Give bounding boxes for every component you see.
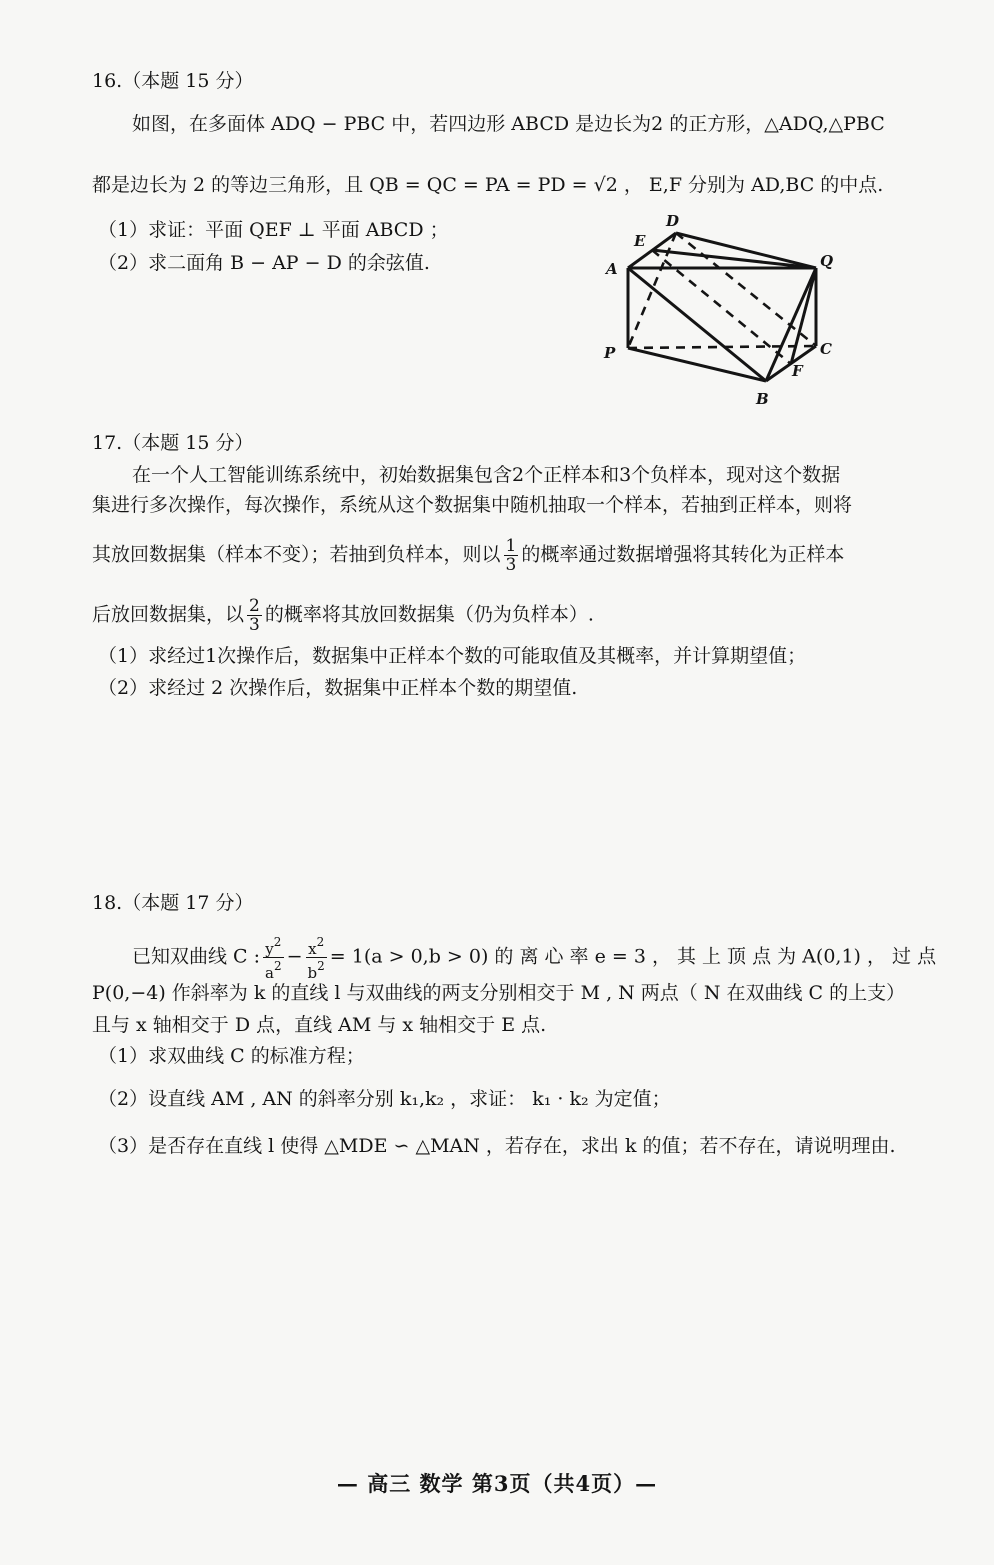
q18-text-line2: P(0,−4) 作斜率为 k 的直线 l 与双曲线的两支分别相交于 M , N 两点（ N 在双曲线 C 的上支） [92,982,906,1004]
q18-part2: （2）设直线 AM , AN 的斜率分别 k₁,k₂ ，求证： k₁ · k₂ 为定值； [98,1088,671,1110]
label-A: A [606,260,618,278]
q17-line4-pre: 后放回数据集，以 [92,603,245,626]
q16-part2: （2）求二面角 B − AP − D 的余弦值. [98,252,430,274]
q17-text-line4 [92,597,594,634]
q17-line3-pre: 其放回数据集（样本不变）；若抽到负样本，则以 [92,543,501,566]
label-F: F [792,362,803,380]
q16-part1: （1）求证：平面 QEF ⊥ 平面 ABCD ； [98,219,449,241]
q18-header: 18.（本题 17 分） [92,892,254,914]
page-footer: — 高三 数学 第3页（共4页）— [336,1471,658,1496]
q17-line3-post: 的概率通过数据增强将其转化为正样本 [521,543,845,566]
frac-x-num-exp: 2 [316,935,325,949]
frac-x-den-exp: 2 [317,959,325,973]
frac-y-den: a [265,964,274,982]
q18-part1: （1）求双曲线 C 的标准方程； [98,1045,365,1067]
q17-text-line3 [92,537,844,574]
frac-y-num: y [265,940,274,958]
label-C: C [820,340,832,358]
q17-text-line1: 在一个人工智能训练系统中，初始数据集包含2个正样本和3个负样本，现对这个数据 [132,464,841,486]
edge-DQ [676,233,816,268]
label-Q: Q [820,252,834,270]
fraction-x2-b2 [306,934,327,981]
q18-part3: （3）是否存在直线 l 使得 △MDE ∽ △MAN ，若存在，求出 k 的值；若不存在，请说明理由. [98,1135,896,1157]
label-B: B [756,390,769,408]
polyhedron-diagram [596,208,846,413]
frac1-den: 3 [505,555,517,575]
fraction-y2-a2 [263,934,284,981]
q16-text-line1: 如图，在多面体 ADQ − PBC 中，若四边形 ABCD 是边长为2 的正方形，△ADQ,△PBC [132,113,885,135]
q16-header: 16.（本题 15 分） [92,70,254,92]
label-D: D [666,212,680,230]
frac-x-num: x [308,940,317,958]
q17-text-line2: 集进行多次操作，每次操作，系统从这个数据集中随机抽取一个样本，若抽到正样本，则将 [92,494,853,516]
q17-part2: （2）求经过 2 次操作后，数据集中正样本个数的期望值. [98,677,578,699]
frac2-den: 3 [249,615,260,635]
label-P: P [604,344,616,362]
fraction-two-thirds [247,597,262,634]
q18-minus: − [286,945,303,968]
q18-text-line3: 且与 x 轴相交于 D 点，直线 AM 与 x 轴相交于 E 点. [92,1014,547,1036]
fraction-one-third [504,537,519,574]
frac2-num: 2 [249,596,260,616]
edge-EQ [652,250,816,268]
q18-line1-post: = 1(a > 0,b > 0) 的 离 心 率 e = 3 ， 其 上 顶 点 为 A(0,1) ， 过 点 [329,945,937,968]
frac1-num: 1 [505,536,517,556]
q18-text-line1 [132,934,936,981]
q16-text-line2: 都是边长为 2 的等边三角形，且 QB = QC = PA = PD = √2 ， E,F 分别为 AD,BC 的中点. [92,174,884,196]
frac-y-den-exp: 2 [273,959,282,973]
frac-y-num-exp: 2 [273,935,282,949]
q17-line4-post: 的概率将其放回数据集（仍为负样本）. [264,603,594,626]
q17-part1: （1）求经过1次操作后，数据集中正样本个数的可能取值及其概率，并计算期望值； [98,645,807,667]
q18-line1-pre: 已知双曲线 C : [132,945,261,968]
frac-x-den: b [307,964,318,982]
q17-header: 17.（本题 15 分） [92,432,254,454]
label-E: E [634,232,646,250]
